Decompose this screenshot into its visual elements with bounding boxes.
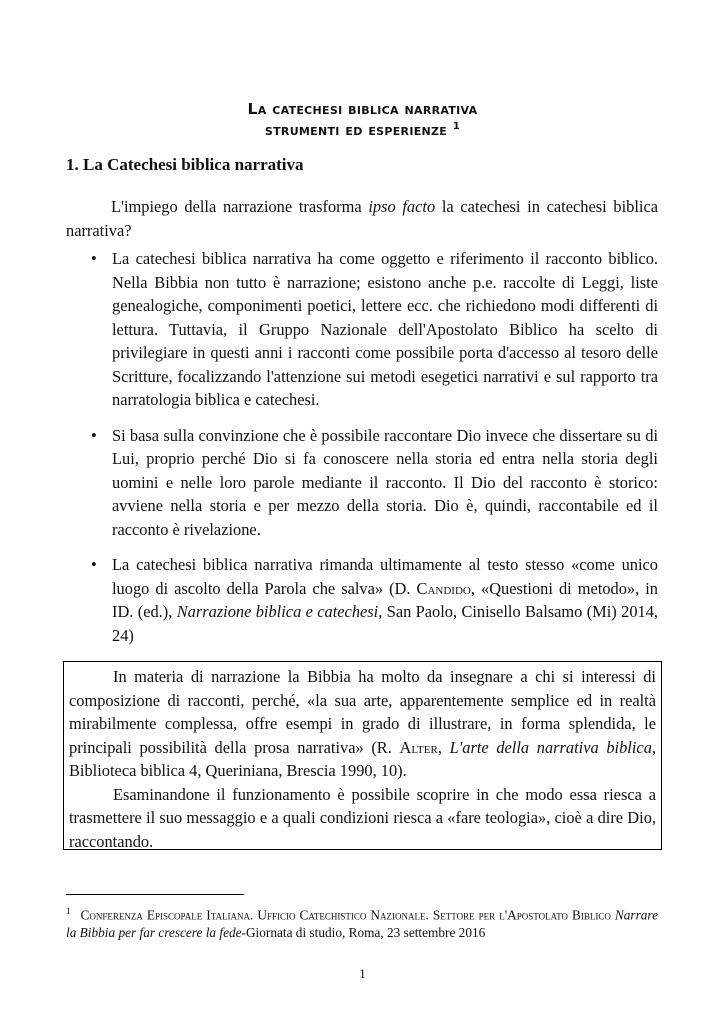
bullet-icon: •	[91, 425, 97, 445]
box-paragraph-2: Esaminandone il funzionamento è possibile scoprire in che modo essa riesca a trasmettere il suo messaggio e a quali condizioni riesca a «fare teologia», cioè a dire Dio, raccontando.	[69, 784, 656, 851]
document-title-line-1: La catechesi biblica narrativa	[247, 100, 478, 118]
footnote-reference[interactable]: 1	[452, 121, 461, 132]
list-item	[66, 553, 658, 647]
box-paragraph-1	[69, 665, 656, 783]
bullet-text: Si basa sulla convinzione che è possibile raccontare Dio invece che dissertare su di Lui, proprio perché Dio si fa conoscere nella storia ed entra nella storia degli uomini e nelle loro parole mediante il racconto. Il Dio del racconto è storico: avviene nella storia e per mezzo della storia. Dio è, quindi, raccontabile ed il racconto è rivelazione.	[112, 425, 658, 539]
intro-text-after: la catechesi in catechesi biblica narrativa?	[66, 197, 658, 240]
intro-paragraph	[66, 195, 658, 242]
box-cited-book-title: L'arte della narrativa biblica	[449, 737, 652, 757]
box-separator: ,	[437, 737, 450, 757]
list-item	[66, 424, 658, 542]
bullet-icon: •	[91, 555, 97, 574]
bullet-text: La catechesi biblica narrativa ha come oggetto e riferimento il racconto biblico. Nella Bibbia non tutto è narrazione; esistono anche p.e. raccolte di Leggi, liste genealogiche, componimenti poetici, lettere ecc. che richiedono modi differenti di lettura. Tuttavia, il Gruppo Nazionale dell'Apostolato Biblico ha scelto di privilegiare in questi anni i racconti come possibile porta d'accesso al tesoro delle Scritture, focalizzando l'attenzione sui metodi esegetici narrativi e sul rapporto tra narratologia biblica e catechesi.	[112, 249, 658, 409]
bullet-list	[66, 247, 658, 659]
footnote-source: Conferenza Episcopale Italiana. Ufficio Catechistico Nazionale. Settore per l'Apostolato Biblico	[80, 907, 611, 923]
page-number: 1	[359, 966, 366, 981]
intro-italic-term: ipso facto	[368, 197, 436, 216]
box-cited-author: Alter	[399, 737, 438, 757]
footnote-divider	[66, 894, 244, 895]
quote-box	[63, 661, 662, 850]
document-title-line-2	[0, 121, 725, 139]
cited-author: Candido	[416, 578, 471, 598]
box-text-after: , Biblioteca biblica 4, Queriniana, Brescia 1990, 10).	[69, 737, 656, 780]
section-heading: 1. La Catechesi biblica narrativa	[66, 155, 304, 174]
box-text-before: In materia di narrazione la Bibbia ha molto da insegnare a chi si interessi di composizione di racconti, perché, «la sua arte, apparentemente semplice ed in realtà mirabilmente complessa, offre esempi in grado di illustrare, in forma splendida, le principali possibilità della prosa narrativa» (R.	[69, 667, 656, 757]
bullet-icon: •	[91, 249, 97, 268]
document-subtitle: strumenti ed esperienze	[264, 121, 448, 140]
footnote-italic-title: Narrare la Bibbia per far crescere la fede	[66, 907, 659, 941]
list-item	[66, 247, 658, 412]
cited-book-title: Narrazione biblica e catechesi	[176, 602, 379, 621]
bullet-text-part1: La catechesi biblica narrativa rimanda ultimamente al testo stesso «come unico luogo di ascolto della Parola che salva» (D.	[112, 555, 658, 598]
footnote-rest: -Giornata di studio, Roma, 23 settembre 2016	[241, 925, 486, 941]
intro-text-before: L'impiego della narrazione trasforma	[111, 197, 369, 216]
footnote-number: 1	[66, 906, 71, 916]
bullet-text-part3: , San Paolo, Cinisello Balsamo (Mi) 2014, 24)	[112, 602, 659, 645]
footnote	[66, 902, 658, 942]
bullet-text-part2: , «Questioni di metodo», in ID. (ed.),	[112, 578, 658, 621]
